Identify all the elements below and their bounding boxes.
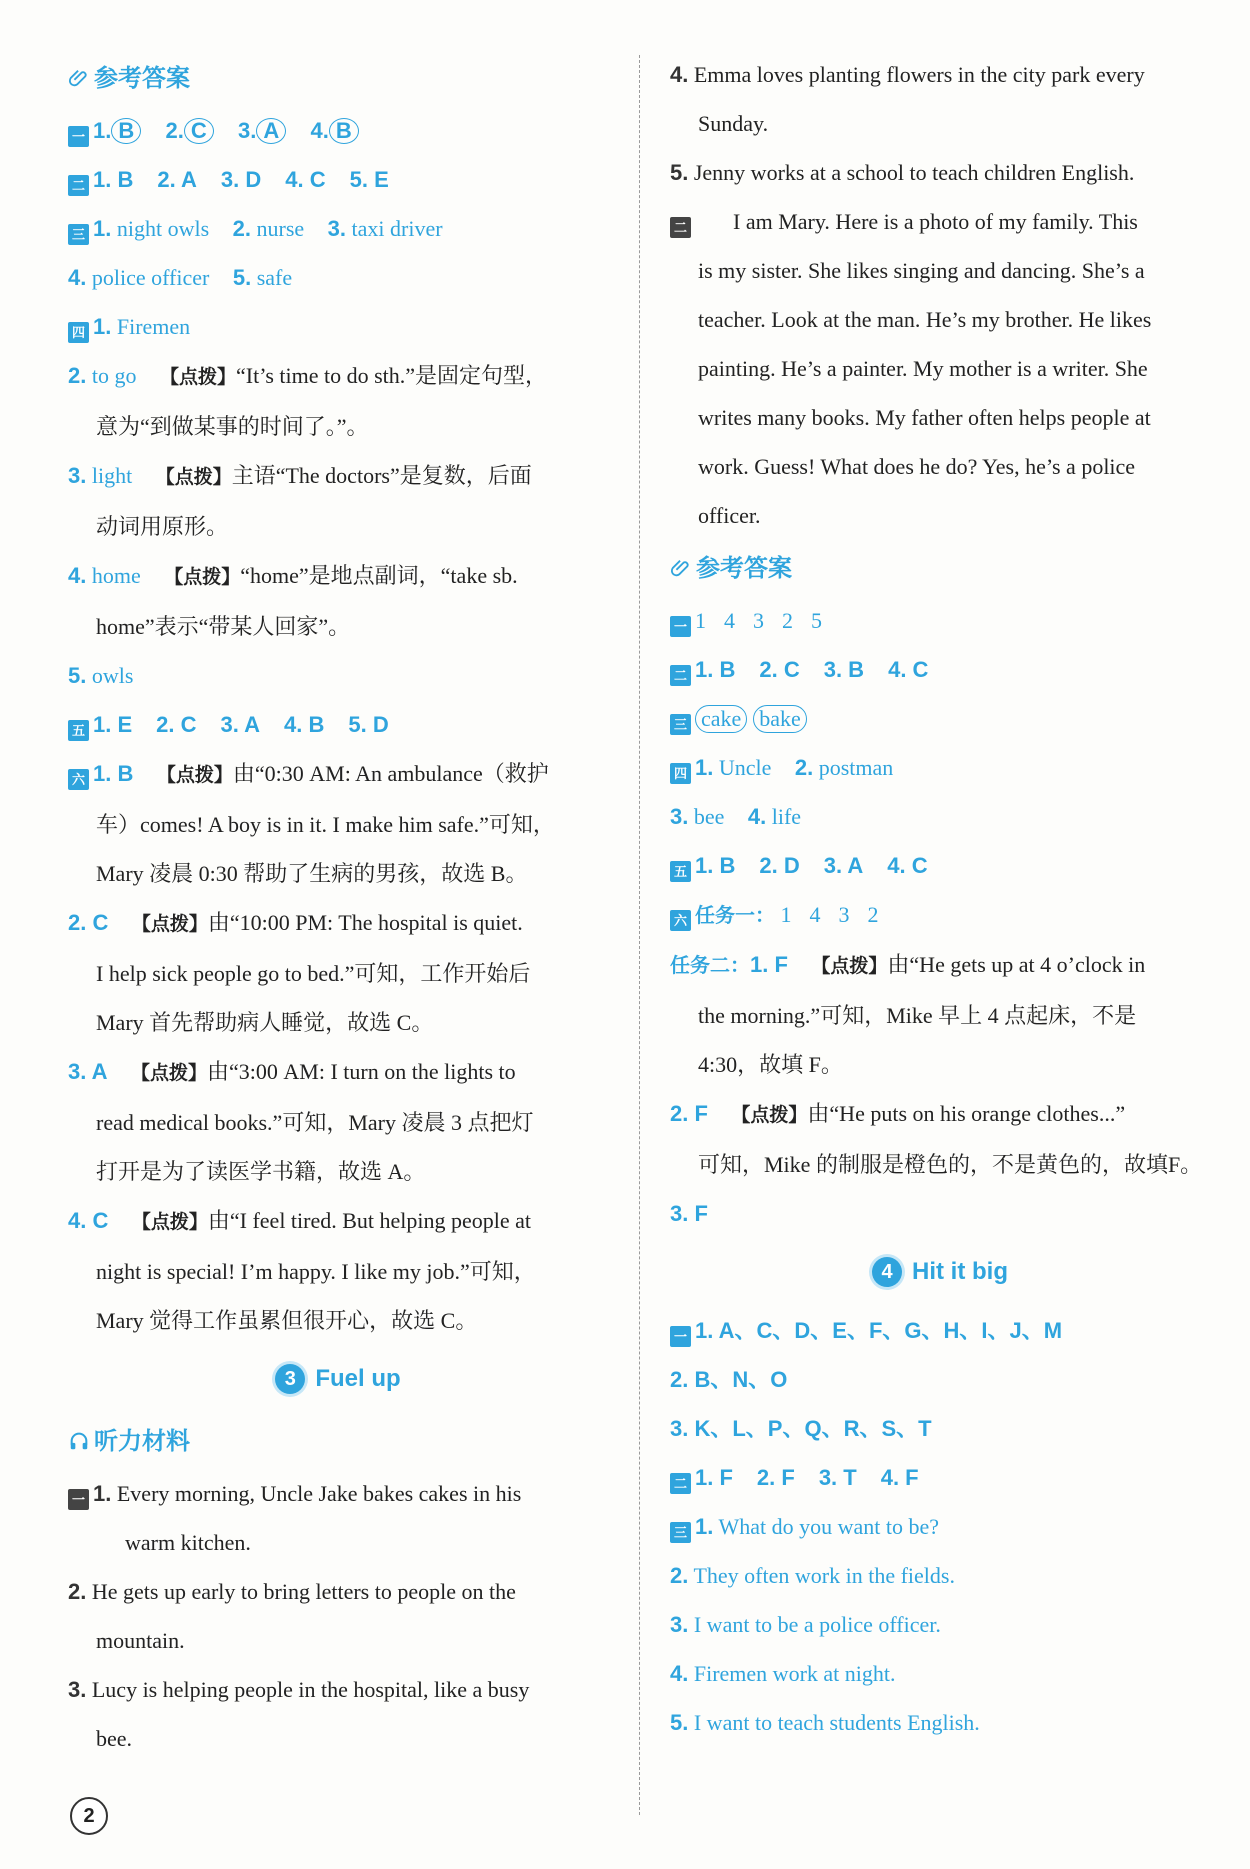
answer-row: 三 cake bake <box>670 694 1210 743</box>
explanation-line: the morning.”可知，Mike 早上 4 点起床，不是 <box>698 1003 1137 1028</box>
explanation-line: 车）comes! A boy is in it. I make him safe.”可知， <box>96 812 555 837</box>
section-badge: 六 <box>670 910 691 931</box>
listening-line: Sunday. <box>698 111 769 136</box>
answer-row: 一 1. A、C、D、E、F、G、H、I、J、M <box>670 1306 1210 1355</box>
unit-title: Hit it big <box>912 1258 1008 1285</box>
section-badge: 二 <box>670 217 691 238</box>
passage-line: teacher. Look at the man. He’s my brother. He likes <box>698 307 1152 332</box>
passage-line: officer. <box>698 503 761 528</box>
explanation-line: I help sick people go to bed.”可知，工作开始后 <box>96 961 531 986</box>
section-badge: 二 <box>68 175 89 196</box>
explanation-line: Mary 觉得工作虽累但很开心，故选 C。 <box>96 1308 478 1333</box>
explanation-line: 动词用原形。 <box>96 514 229 539</box>
passage-line: work. Guess! What does he do? Yes, he’s a police <box>698 454 1136 479</box>
paperclip-icon <box>68 67 90 89</box>
section-badge: 五 <box>670 861 691 882</box>
unit-header <box>670 1238 1210 1306</box>
section-badge: 一 <box>670 1326 691 1347</box>
answer-row: 5. I want to teach students English. <box>670 1710 980 1735</box>
answer-row: 2. C 【点拨】由“10:00 PM: The hospital is quiet. <box>68 910 523 935</box>
answer-row: 3. light 【点拨】主语“The doctors”是复数，后面 <box>68 463 532 488</box>
listening-item: 5. Jenny works at a school to teach children English. <box>670 160 1135 185</box>
listening-item: 3. Lucy is helping people in the hospital, like a busy <box>68 1677 530 1702</box>
unit-number-badge: 4 <box>872 1257 902 1287</box>
section-badge: 五 <box>68 720 89 741</box>
listening-line: bee. <box>96 1726 133 1751</box>
right-column <box>670 50 1210 1747</box>
explanation-line: home”表示“带某人回家”。 <box>96 614 351 639</box>
section-badge: 四 <box>68 322 89 343</box>
answer-row: 三 1. What do you want to be? <box>670 1502 1210 1551</box>
answer-row: 3. I want to be a police officer. <box>670 1612 941 1637</box>
answer-row: 4. C 【点拨】由“I feel tired. But helping people at <box>68 1208 532 1233</box>
listening-line: warm kitchen. <box>125 1530 251 1555</box>
answer-row: 3. bee 4. life <box>670 804 802 829</box>
answer-row: 3. F <box>670 1201 708 1226</box>
listening-line: mountain. <box>96 1628 185 1653</box>
listening-item: 2. He gets up early to bring letters to people on the <box>68 1579 516 1604</box>
explanation-line: 意为“到做某事的时间了。”。 <box>96 414 369 439</box>
listening-item: 一 1. Every morning, Uncle Jake bakes cakes in his <box>68 1469 608 1518</box>
passage-line: is my sister. She likes singing and dancing. She’s a <box>698 258 1145 283</box>
headphones-icon <box>68 1430 90 1452</box>
answer-row: 5. owls <box>68 663 134 688</box>
answer-row: 一 1 4 3 2 5 <box>670 596 1210 645</box>
section-badge: 一 <box>670 616 691 637</box>
answer-row: 四 1. Uncle 2. postman <box>670 743 1210 792</box>
passage-line: writes many books. My father often helps people at <box>698 405 1151 430</box>
answer-heading: 参考答案 <box>670 540 1210 596</box>
listening-item: 4. Emma loves planting flowers in the city park every <box>670 62 1145 87</box>
answer-row: 四 1. Firemen <box>68 302 608 351</box>
answer-row: 2. B、N、O <box>670 1367 788 1392</box>
explanation-line: 可知，Mike 的制服是橙色的，不是黄色的，故填F。 <box>698 1152 1203 1177</box>
page-number: 2 <box>70 1797 108 1835</box>
answer-row: 3. K、L、P、Q、R、S、T <box>670 1416 932 1441</box>
section-badge: 二 <box>670 1473 691 1494</box>
section-badge: 一 <box>68 1489 89 1510</box>
section-badge: 二 <box>670 665 691 686</box>
explanation-line: 4:30，故填 F。 <box>698 1052 843 1077</box>
section-badge: 四 <box>670 763 691 784</box>
explanation-line: night is special! I’m happy. I like my job.”可知， <box>96 1259 536 1284</box>
answer-heading: 参考答案 <box>68 50 608 106</box>
answer-row: 五 1. B 2. D 3. A 4. C <box>670 841 1210 890</box>
answer-row: 2. to go 【点拨】“It’s time to do sth.”是固定句型， <box>68 363 548 388</box>
section-badge: 一 <box>68 126 89 147</box>
answer-row: 4. home 【点拨】“home”是地点副词，“take sb. <box>68 563 518 588</box>
explanation-line: Mary 凌晨 0:30 帮助了生病的男孩，故选 B。 <box>96 861 528 886</box>
paperclip-icon <box>670 557 692 579</box>
answer-row: 任务二：1. F 【点拨】由“He gets up at 4 o’clock in <box>670 952 1146 977</box>
answer-row: 二 1. F 2. F 3. T 4. F <box>670 1453 1210 1502</box>
section-badge: 三 <box>670 1522 691 1543</box>
explanation-line: 打开是为了读医学书籍，故选 A。 <box>96 1159 426 1184</box>
answer-row: 三 1. night owls 2. nurse 3. taxi driver <box>68 204 608 253</box>
answer-row: 一 1. B 2. C 3. A 4. B <box>68 106 608 155</box>
answer-row: 二 1. B 2. C 3. B 4. C <box>670 645 1210 694</box>
answer-row: 二 1. B 2. A 3. D 4. C 5. E <box>68 155 608 204</box>
passage-line: 二 I am Mary. Here is a photo of my family. This <box>670 197 1210 246</box>
answer-row: 2. They often work in the fields. <box>670 1563 955 1588</box>
answer-row: 4. police officer 5. safe <box>68 265 293 290</box>
column-divider <box>639 55 640 1815</box>
answer-row: 3. A 【点拨】由“3:00 AM: I turn on the lights to <box>68 1059 516 1084</box>
answer-row: 六 1. B 【点拨】由“0:30 AM: An ambulance（救护 <box>68 749 608 800</box>
section-badge: 三 <box>670 714 691 735</box>
unit-title: Fuel up <box>315 1365 401 1392</box>
answer-row: 2. F 【点拨】由“He puts on his orange clothes...” <box>670 1101 1126 1126</box>
section-badge: 三 <box>68 224 89 245</box>
passage-line: painting. He’s a painter. My mother is a writer. She <box>698 356 1148 381</box>
answer-row: 五 1. E 2. C 3. A 4. B 5. D <box>68 700 608 749</box>
section-badge: 六 <box>68 769 89 790</box>
left-column <box>68 50 608 1763</box>
explanation-line: Mary 首先帮助病人睡觉，故选 C。 <box>96 1010 434 1035</box>
answer-row: 4. Firemen work at night. <box>670 1661 896 1686</box>
unit-number-badge: 3 <box>275 1364 305 1394</box>
listening-heading: 听力材料 <box>68 1413 608 1469</box>
explanation-line: read medical books.”可知，Mary 凌晨 3 点把灯 <box>96 1110 534 1135</box>
unit-header <box>68 1345 608 1413</box>
answer-row: 六 任务一： 1 4 3 2 <box>670 890 1210 940</box>
